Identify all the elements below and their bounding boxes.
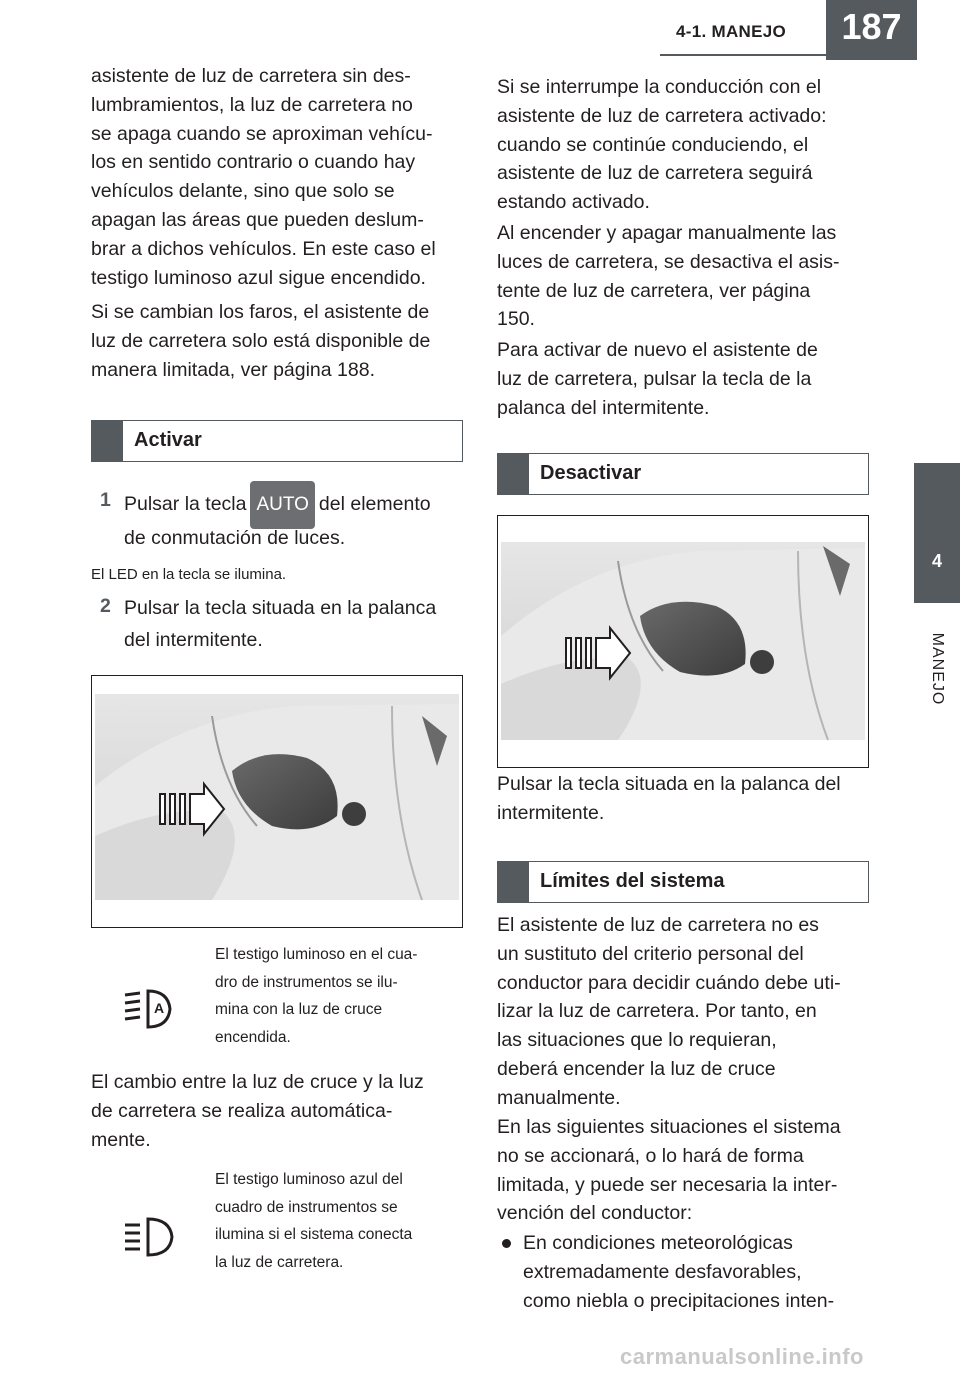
text-line: Pulsar la tecla situada en la palanca del [497,773,841,795]
text-line: deberá encender la luz de cruce [497,1057,776,1080]
faros-paragraph [91,298,430,384]
auto-key-label: AUTO [250,481,314,529]
limites-heading [497,861,869,903]
text-line: El testigo luminoso en el cua- [215,946,418,963]
text-line: vehículos delante, sino que solo se [91,180,395,203]
text-line: las situaciones que lo requieran, [497,1029,777,1052]
chapter-label: MANEJO [929,632,946,706]
text-line: palanca del intermitente. [497,396,710,419]
step-1-text [124,481,431,529]
activar-heading [91,420,463,462]
text-line: Al encender y apagar manualmente las [497,222,837,244]
chapter-number: 4 [931,551,942,571]
step-1-number: 1 [100,489,111,511]
text-line: dro de instrumentos se ilu- [215,973,398,991]
text-line: tente de luz de carretera, ver página [497,279,811,302]
text-line: En las siguientes situaciones el sistema [497,1116,841,1138]
step-2-text [124,592,436,656]
text-line: El testigo luminoso azul del [215,1171,403,1188]
heading-bar [498,862,529,902]
manual-paragraph [497,219,840,334]
led-note: El LED en la tecla se ilumina. [91,566,287,583]
high-beam-icon [120,1213,180,1268]
text-line: estando activado. [497,191,650,214]
text-line: del intermitente. [124,629,263,651]
watermark: carmanualsonline.info [620,1344,864,1369]
text-line: testigo luminoso azul sigue encendido. [91,266,426,289]
heading-bar [498,454,529,494]
text-line: como niebla o precipitaciones inten- [523,1289,835,1312]
text-line: lumbramientos, la luz de carretera no [91,93,413,116]
text-line: encendida. [215,1028,291,1046]
desactivar-caption [497,770,841,828]
lever-figure-activar [91,675,463,928]
bullet-dot [502,1239,511,1248]
text-line: Pulsar la tecla situada en la palanca [124,597,437,619]
heading-text: Límites del sistema [540,870,725,892]
cambio-paragraph [91,1068,424,1154]
interrupt-paragraph [497,73,827,217]
text-line: luz de carretera, pulsar la tecla de la [497,367,812,390]
page-number-box [826,0,917,60]
text-line: de carretera se realiza automática- [91,1099,393,1122]
step-1-line2: de conmutación de luces. [124,527,346,549]
text-line: luz de carretera solo está disponible de [91,329,431,352]
text-line: mina con la luz de cruce [215,1001,383,1018]
text-line: limitada, y puede ser necesaria la inter- [497,1173,838,1196]
heading-text: Activar [134,429,202,451]
text-line: la luz de carretera. [215,1253,344,1271]
text-line: asistente de luz de carretera seguirá [497,162,813,185]
text-line: se apaga cuando se aproximan vehícu- [91,122,433,145]
text-line: lizar la luz de carretera. Por tanto, en [497,1000,817,1023]
heading-text: Desactivar [540,462,642,484]
text-line: apagan las áreas que pueden deslum- [91,208,424,231]
text-line: ilumina si el sistema conecta [215,1226,413,1243]
lever-illustration [498,516,868,767]
text-line: no se accionará, o lo hará de forma [497,1144,804,1167]
icon1-caption [215,941,417,1051]
text-line: los en sentido contrario o cuando hay [91,151,416,174]
reactivate-paragraph [497,336,818,422]
text-line: luces de carretera, se desactiva el asis- [497,250,840,273]
header-rule [660,54,836,56]
text-line: cuadro de instrumentos se [215,1198,398,1216]
desactivar-heading [497,453,869,495]
text-line: El asistente de luz de carretera no es [497,914,819,936]
text-line: mente. [91,1128,151,1151]
text-line: Para activar de nuevo el asistente de [497,339,818,361]
intro-paragraph [91,62,436,292]
icon2-caption [215,1166,412,1276]
text-line: Si se interrumpe la conducción con el [497,76,822,98]
step-2-number: 2 [100,595,111,617]
low-beam-auto-icon [120,983,180,1038]
svg-text:A: A [154,1000,165,1016]
page-number: 187 [841,6,902,47]
text-line: En condiciones meteorológicas [523,1232,793,1254]
lever-figure-desactivar [497,515,869,768]
lever-illustration [92,676,462,927]
text-line: conductor para decidir cuándo debe uti- [497,971,841,994]
step-1-post: del elemento [318,493,431,516]
text-line: brar a dichos vehículos. En este caso el [91,237,436,260]
text-line: intermitente. [497,801,605,824]
heading-bar [92,421,123,461]
text-line: manera limitada, ver página 188. [91,358,375,381]
text-line: El cambio entre la luz de cruce y la luz [91,1071,424,1093]
text-line: asistente de luz de carretera activado: [497,104,827,127]
chapter-tab [914,463,960,603]
section-title: 4-1. MANEJO [676,22,787,41]
text-line: un sustituto del criterio personal del [497,942,804,965]
text-line: 150. [497,308,535,331]
text-line: manualmente. [497,1086,621,1109]
text-line: Si se cambian los faros, el asistente de [91,301,430,323]
limites-paragraph [497,911,841,1113]
text-line: extremadamente desfavorables, [523,1260,802,1283]
text-line: asistente de luz de carretera sin des- [91,65,411,87]
situaciones-paragraph [497,1113,841,1228]
text-line: vención del conductor: [497,1202,693,1225]
text-line: cuando se continúe conduciendo, el [497,133,809,156]
bullet-item [523,1229,834,1315]
step-1-pre: Pulsar la tecla [124,493,247,516]
